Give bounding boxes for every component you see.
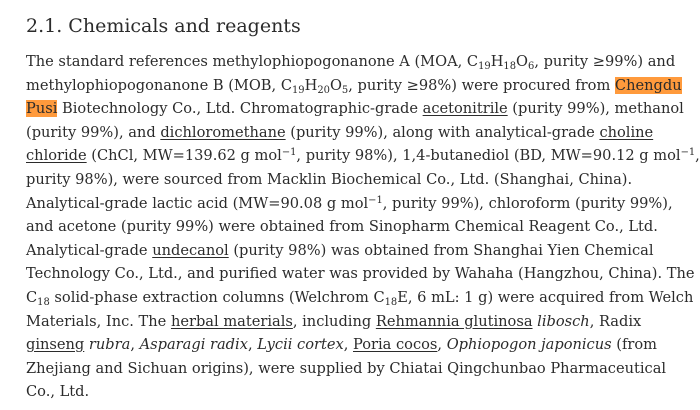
- italic-run: Ophiopogon japonicus: [446, 336, 612, 354]
- search-highlight[interactable]: Pusi: [26, 100, 58, 118]
- subscript: 20: [317, 84, 330, 96]
- text-line-2: [26, 74, 682, 98]
- text-run: methylophiopogonanone B (MOB, C: [26, 76, 292, 94]
- body-paragraph: [26, 50, 700, 404]
- subscript: 18: [384, 296, 398, 308]
- text-run: H: [490, 53, 504, 70]
- text-line-6: purity 98%), were sourced from Macklin Biochemical Co., Ltd. (Shanghai, China).: [26, 170, 633, 188]
- text-line-11: [26, 286, 694, 310]
- text-run: Analytical-grade: [26, 241, 153, 259]
- text-line-9: [26, 239, 654, 263]
- subscript: 5: [341, 84, 349, 96]
- text-run: (purity 99%), and: [26, 123, 161, 141]
- text-line-12: [26, 310, 648, 334]
- text-run: (from: [611, 336, 657, 354]
- subscript: 6: [528, 60, 535, 72]
- text-run: Biotechnology Co., Ltd. Chromatographic-grade: [57, 100, 423, 118]
- italic-run: rubra: [84, 336, 131, 354]
- text-run: , purity ≥98%) were procured from: [348, 76, 615, 94]
- superscript: −1: [680, 147, 696, 159]
- term-link-rehmannia-glutinosa[interactable]: Rehmannia glutinosa: [375, 312, 533, 330]
- text-run: , purity ≥99%) and: [534, 53, 676, 70]
- text-line-3: [26, 97, 684, 121]
- text-line-1: [26, 50, 676, 74]
- text-run: (ChCl, MW=139.62 g mol: [86, 147, 282, 165]
- section-heading: 2.1. Chemicals and reagents: [26, 15, 301, 37]
- text-line-8: and acetone (purity 99%) were obtained from Sinopharm Chemical Reagent Co., Ltd.: [26, 218, 658, 236]
- text-run: O: [329, 76, 342, 94]
- term-link-choline-chloride[interactable]: chloride: [26, 147, 87, 165]
- term-link-ginseng[interactable]: ginseng: [26, 336, 85, 354]
- text-line-10: Technology Co., Ltd., and purified water was provided by Wahaha (Hangzhou, China). The: [26, 265, 695, 283]
- subscript: 18: [503, 60, 517, 72]
- superscript: −1: [281, 147, 297, 159]
- text-line-15: Co., Ltd.: [26, 383, 90, 401]
- text-run: E, 6 mL: 1 g) were acquired from Welch: [397, 288, 694, 306]
- text-run: H: [304, 76, 318, 94]
- text-line-4: [26, 121, 654, 145]
- search-highlight[interactable]: Chengdu: [614, 76, 682, 94]
- term-link-acetonitrile[interactable]: acetonitrile: [422, 100, 508, 118]
- subscript: 19: [291, 84, 305, 96]
- term-link-choline-chloride[interactable]: choline: [599, 123, 654, 141]
- text-line-13: [26, 333, 657, 357]
- italic-run: Asparagi radix: [139, 336, 248, 354]
- term-link-dichloromethane[interactable]: dichloromethane: [160, 123, 286, 141]
- text-run: , Radix: [589, 312, 642, 330]
- text-run: ,: [247, 336, 258, 354]
- superscript: −1: [368, 194, 383, 206]
- text-run: ,: [130, 336, 140, 354]
- text-run: Materials, Inc. The: [26, 312, 171, 330]
- text-run: ,: [695, 147, 700, 165]
- text-run: (purity 99%), along with analytical-grade: [285, 123, 600, 141]
- subscript: 18: [37, 296, 50, 308]
- text-run: , purity 98%), 1,4-butanediol (BD, MW=90.12 g mol: [296, 147, 681, 165]
- text-line-5: [26, 144, 700, 168]
- text-run: , purity 99%), chloroform (purity 99%),: [382, 194, 673, 212]
- term-link-poria-cocos[interactable]: Poria cocos: [353, 336, 438, 354]
- text-line-7: [26, 192, 673, 216]
- text-run: (purity 98%) was obtained from Shanghai Yien Chemical: [228, 241, 654, 259]
- italic-run: libosch: [532, 312, 590, 330]
- text-run: The standard references methylophiopogonanone A (MOA, C: [26, 53, 479, 70]
- term-link-herbal-materials[interactable]: herbal materials: [170, 312, 293, 330]
- text-run: O: [516, 53, 528, 70]
- term-link-undecanol[interactable]: undecanol: [152, 241, 229, 259]
- text-run: (purity 99%), methanol: [507, 100, 684, 118]
- text-run: solid-phase extraction columns (Welchrom C: [49, 288, 385, 306]
- text-run: ,: [437, 336, 447, 354]
- italic-run: Lycii cortex: [257, 336, 344, 354]
- text-run: ,: [343, 336, 353, 354]
- text-line-14: Zhejiang and Sichuan origins), were supplied by Chiatai Qingchunbao Pharmaceutical: [26, 359, 667, 377]
- subscript: 19: [478, 60, 491, 72]
- text-run: , including: [292, 312, 376, 330]
- text-run: Analytical-grade lactic acid (MW=90.08 g mol: [26, 194, 369, 212]
- text-run: C: [26, 288, 38, 306]
